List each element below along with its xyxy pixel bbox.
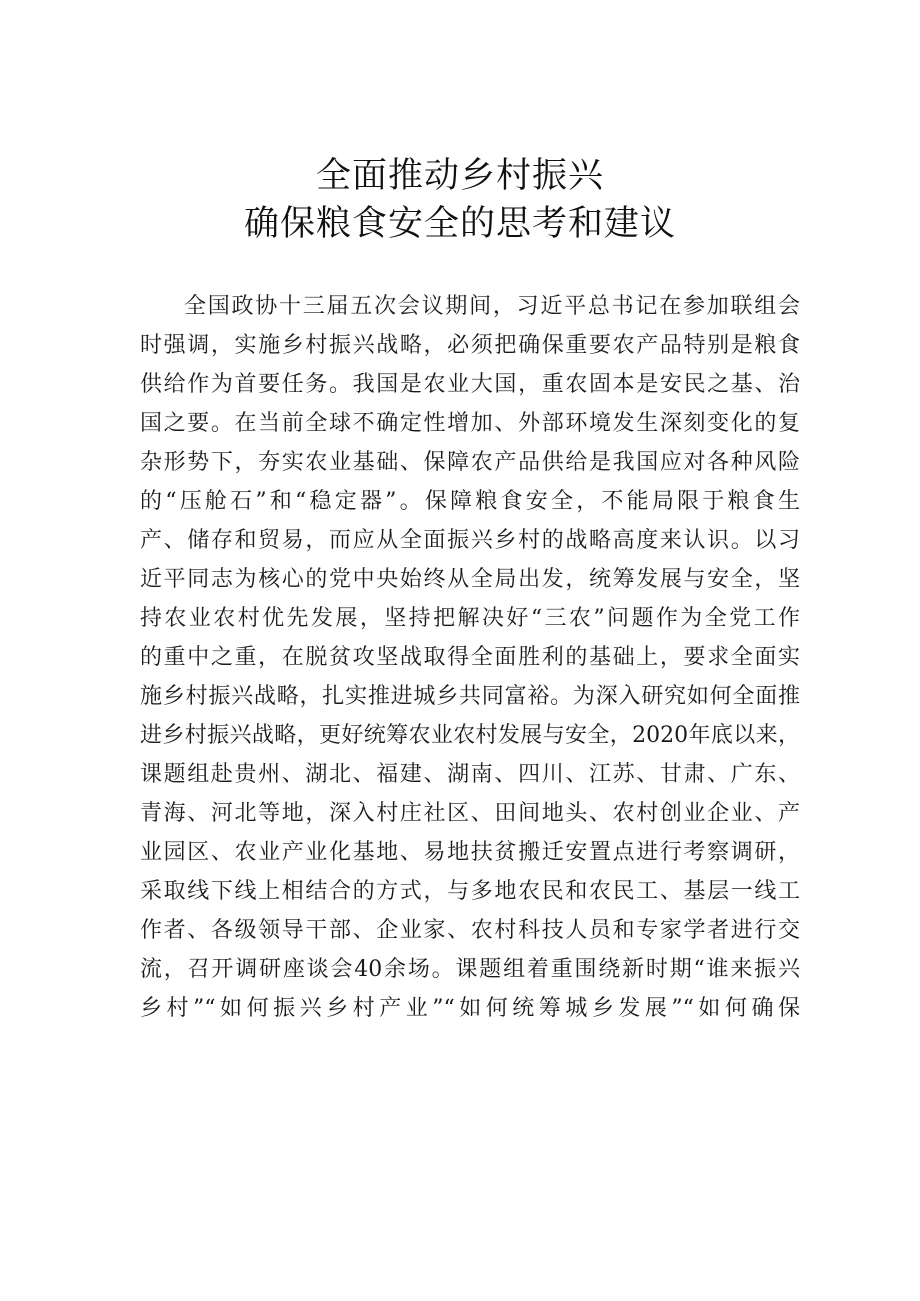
title-line-1: 全面推动乡村振兴 [315,156,604,196]
body-line: 乡村”“如何振兴乡村产业”“如何统筹城乡发展”“如何确保 [140,996,800,1021]
title-line-2: 确保粮食安全的思考和建议 [243,204,676,244]
body-line: 采取线下线上相结合的方式，与多地农民和农民工、基层一线工 [140,879,800,904]
body-line: 国之要。在当前全球不确定性增加、外部环境发生深刻变化的复 [140,411,800,436]
body-line: 流，召开调研座谈会40余场。课题组着重围绕新时期“谁来振兴 [140,957,800,982]
body-line: 杂形势下，夯实农业基础、保障农产品供给是我国应对各种风险 [140,450,800,475]
body-line: 的“压舱石”和“稳定器”。保障粮食安全，不能局限于粮食生 [140,489,800,514]
body-line: 青海、河北等地，深入村庄社区、田间地头、农村创业企业、产 [140,801,800,826]
body-line: 的重中之重，在脱贫攻坚战取得全面胜利的基础上，要求全面实 [140,645,800,670]
body-line: 作者、各级领导干部、企业家、农村科技人员和专家学者进行交 [140,918,800,943]
body-line: 全国政协十三届五次会议期间，习近平总书记在参加联组会 [184,294,800,319]
body-line: 产、储存和贸易，而应从全面振兴乡村的战略高度来认识。以习 [140,528,800,553]
body-line: 施乡村振兴战略，扎实推进城乡共同富裕。为深入研究如何全面推 [140,684,800,709]
body-line: 业园区、农业产业化基地、易地扶贫搬迁安置点进行考察调研， [140,840,800,865]
body-line: 持农业农村优先发展，坚持把解决好“三农”问题作为全党工作 [140,606,800,631]
body-line: 时强调，实施乡村振兴战略，必须把确保重要农产品特别是粮食 [140,333,800,358]
body-line: 进乡村振兴战略，更好统筹农业农村发展与安全，2020年底以来， [140,723,800,748]
body-paragraph [140,287,800,1028]
body-line: 近平同志为核心的党中央始终从全局出发，统筹发展与安全，坚 [140,567,800,592]
document-title [0,152,920,248]
body-line: 供给作为首要任务。我国是农业大国，重农固本是安民之基、治 [140,372,800,397]
body-line: 课题组赴贵州、湖北、福建、湖南、四川、江苏、甘肃、广东、 [140,762,800,787]
